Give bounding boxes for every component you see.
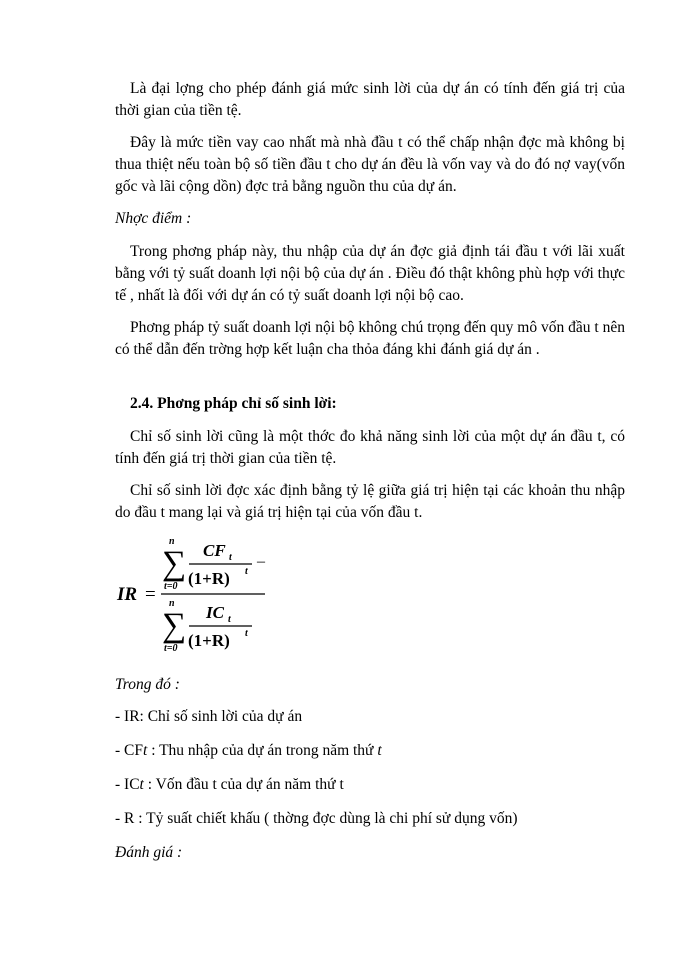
formula-ic-subscript: t [228, 614, 231, 625]
definition-cft-prefix: - CF [115, 742, 143, 759]
paragraph-disadvantage-2: Phơng pháp tỷ suất doanh lợi nội bộ không chú trọng đến quy mô vốn đầu t nên có thể dẫn đến trờng hợp kết luận cha thỏa đáng khi đánh giá dự án . [115, 319, 625, 358]
formula-equals: = [145, 584, 156, 605]
definition-ir: - IR: Chỉ số sinh lời của dự án [115, 708, 303, 725]
formula-den-exponent: t [245, 628, 248, 639]
formula-den-paren: (1+R) [188, 631, 230, 650]
formula-ir [115, 530, 295, 655]
paragraph-max-loan: Đây là mức tiền vay cao nhất mà nhà đầu t có thể chấp nhận đợc mà không bị thua thiệt nếu toàn bộ số tiền đầu t cho dự án đều là vốn vay và do đó nợ vay(vốn gốc và lãi cộng dồn) đợc trả bằng nguồn thu của dự án. [115, 134, 625, 195]
formula-den-sum: ∑ [162, 607, 187, 644]
definition-r: - R : Tỷ suất chiết khấu ( thờng đợc dùng là chi phí sử dụng vốn) [115, 810, 518, 827]
formula-num-lower-limit: t=0 [164, 581, 178, 592]
paragraph-pi-intro: Chỉ số sinh lời cũng là một thớc đo khả năng sinh lời của một dự án đầu t, có tính đến giá trị thời gian của tiền tệ. [115, 428, 625, 467]
definition-ict [115, 774, 635, 796]
paragraph-disadvantage-1: Trong phơng pháp này, thu nhập của dự án đợc giả định tái đầu t với lãi xuất bằng với tỷ suất doanh lợi nội bộ của dự án . Điều đó thật không phù hợp với thực tế , nhất là đối với dự án có tỷ suất doanh lợi nội bộ cao. [115, 243, 625, 304]
formula-ic: IC [206, 603, 224, 622]
formula-svg [115, 530, 295, 655]
formula-trailing-dash: – [257, 553, 265, 570]
label-where: Trong đó : [115, 676, 180, 693]
definition-ict-text: : Vốn đầu t của dự án năm thứ t [143, 776, 344, 793]
definition-cft-year: t [377, 742, 382, 759]
formula-num-paren: (1+R) [188, 569, 230, 588]
formula-lhs: IR [117, 584, 138, 605]
definition-cft-text: : Thu nhập của dự án trong năm thứ [147, 742, 378, 759]
formula-den-upper-limit: n [169, 598, 175, 609]
paragraph-definition: Là đại lợng cho phép đánh giá mức sinh lời của dự án có tính đến giá trị của thời gian của tiền tệ. [115, 80, 625, 119]
section-heading-profitability-index: 2.4. Phơng pháp chỉ số sinh lời: [130, 395, 337, 412]
section-label-disadvantages: Nhợc điểm : [115, 210, 192, 227]
paragraph-pi-formula-desc: Chỉ số sinh lời đợc xác định bằng tỷ lệ giữa giá trị hiện tại các khoản thu nhập do đầu t mang lại và giá trị hiện tại của vốn đầu t. [115, 482, 625, 521]
formula-num-upper-limit: n [169, 536, 175, 547]
label-evaluation: Đánh giá : [115, 844, 183, 861]
formula-cf: CF [203, 541, 226, 560]
formula-num-exponent: t [245, 566, 248, 577]
definition-cft [115, 740, 635, 762]
definition-cft-subscript: t [143, 742, 148, 759]
formula-den-lower-limit: t=0 [164, 643, 178, 654]
formula-cf-subscript: t [229, 552, 232, 563]
definition-ict-prefix: - IC [115, 776, 140, 793]
definition-ict-subscript: t [139, 776, 144, 793]
formula-num-sum: ∑ [162, 545, 187, 582]
